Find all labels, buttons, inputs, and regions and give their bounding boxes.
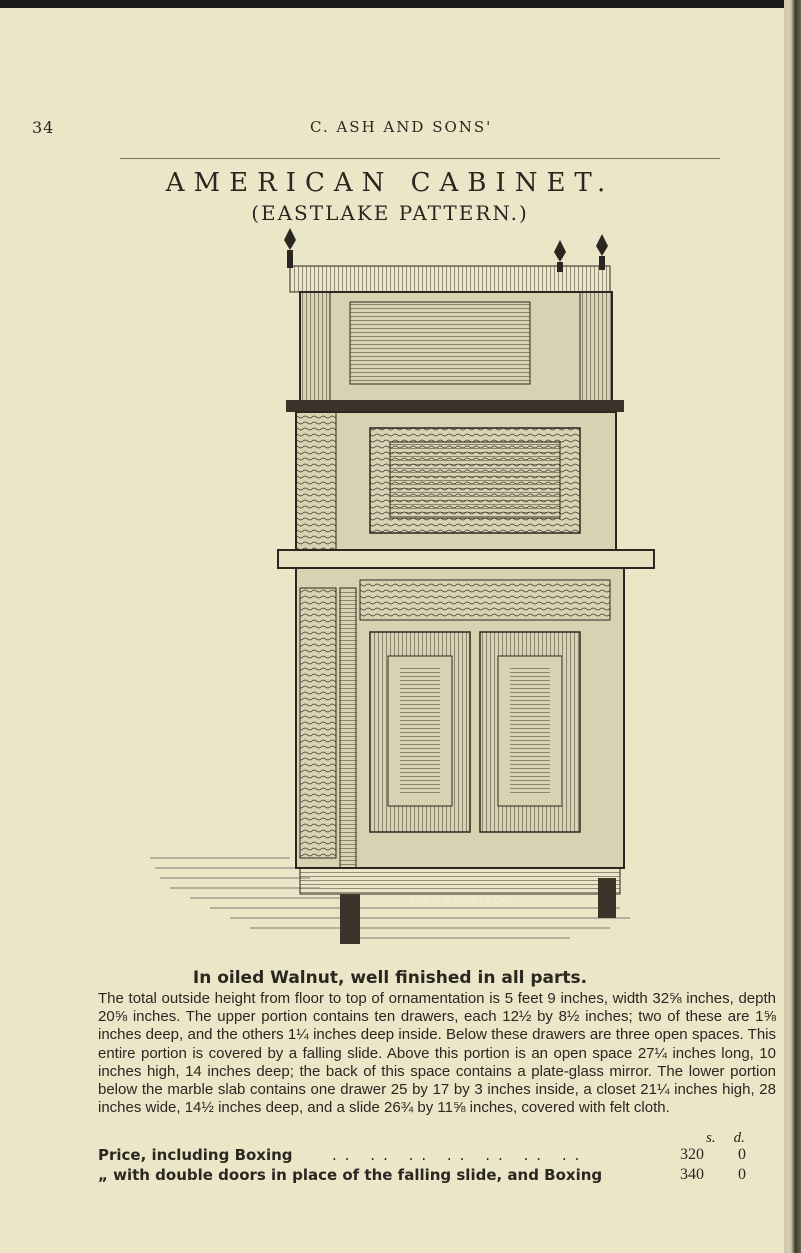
- price-pence: 0: [738, 1166, 746, 1183]
- header-rule: [120, 158, 720, 159]
- description: The total outside height from floor to top of ornamentation is 5 feet 9 inches, width 32⅝ inches, depth 20⅝ inches. The upper portion contains ten drawers, each 12½ by 8½ inches; two of these are 1⅝ inches deep, and the others 1¼ inches deep inside. Below these drawers are three open spaces. This entire portion is covered by a falling slide. Above this portion is an open space 27¼ inches long, 10 inches high, 14 inches deep; the back of this space contains a plate-glass mirror. The lower portion below the marble slab contains one drawer 25 by 17 by 3 inches inside, a closet 21¼ inches high, 28 inches wide, 14½ inches deep, and a slide 26¾ by 11⅝ inches, covered with felt cloth.: [98, 990, 776, 1117]
- shillings-header: s.: [706, 1130, 716, 1146]
- upper-ledge: [286, 400, 624, 412]
- book-spine: [787, 0, 801, 1253]
- price-row: [98, 1146, 778, 1166]
- currency-header: [706, 1130, 766, 1147]
- running-head: C. ASH AND SONS': [310, 118, 493, 136]
- page-title: AMERICAN CABINET.: [165, 168, 615, 198]
- side-column: [340, 588, 356, 868]
- leader-dots: .. .. .. .. .. .. ..: [332, 1146, 588, 1164]
- marble-slab: [278, 550, 654, 568]
- price-shillings: 320: [680, 1146, 704, 1163]
- top-edge: [0, 0, 801, 8]
- mirror: [350, 302, 530, 384]
- price-pence: 0: [738, 1146, 746, 1163]
- base: [300, 868, 620, 894]
- page-subtitle: (EASTLAKE PATTERN.): [251, 201, 529, 225]
- price-label: Price, including Boxing: [98, 1146, 293, 1164]
- finials: [284, 228, 608, 272]
- page-header: [0, 118, 785, 142]
- cabinet-engraving: [150, 228, 670, 956]
- pence-header: d.: [733, 1130, 745, 1146]
- drawer: [360, 580, 610, 620]
- page-number: 34: [32, 118, 55, 137]
- price-shillings: 340: [680, 1166, 704, 1183]
- price-label: „ with double doors in place of the falling slide, and Boxing: [98, 1166, 603, 1184]
- caption: In oiled Walnut, well finished in all parts.: [192, 968, 588, 988]
- price-row: [98, 1166, 778, 1186]
- maker-signature: The S.S.W.D.M.Co.: [408, 894, 512, 907]
